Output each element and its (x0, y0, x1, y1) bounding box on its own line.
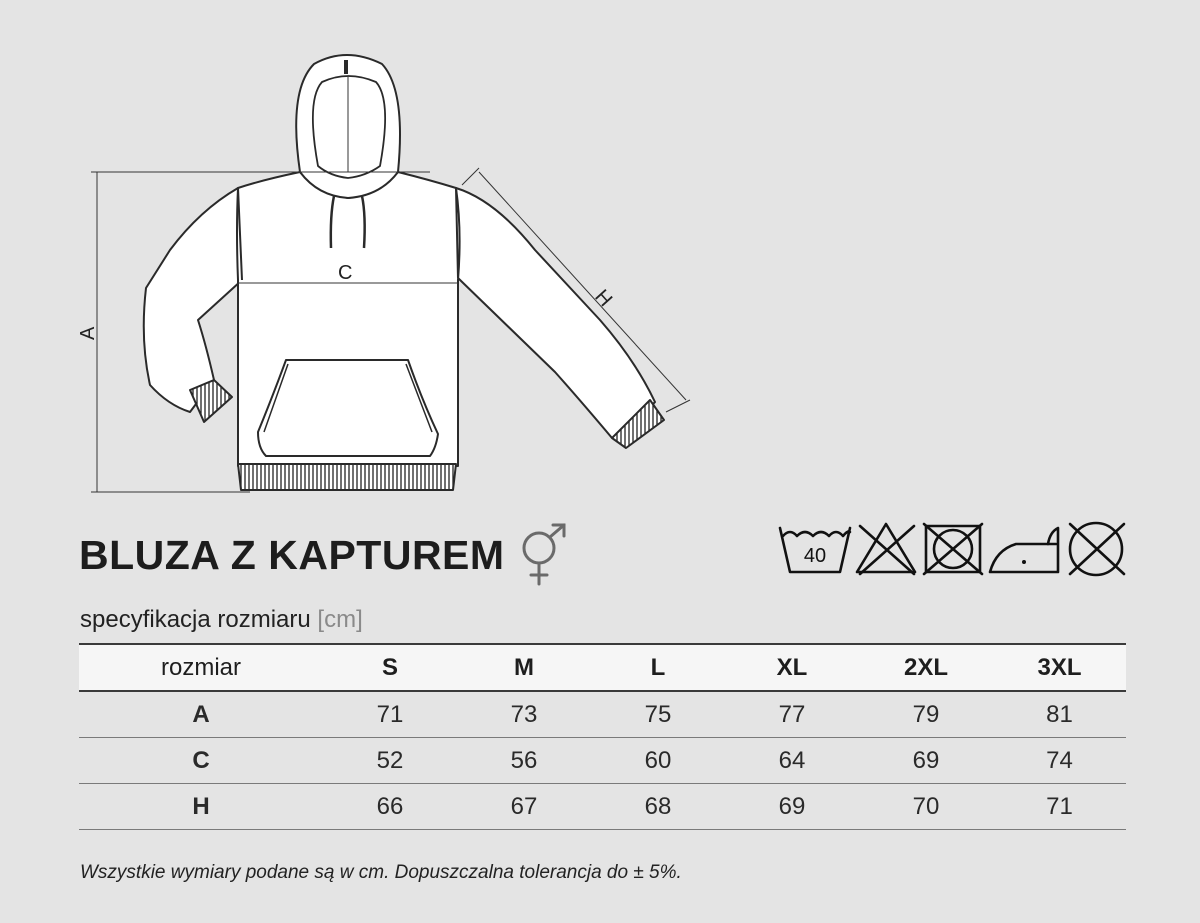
table-cell: 71 (323, 691, 457, 738)
table-cell: 75 (591, 691, 725, 738)
table-cell: 74 (993, 738, 1126, 784)
header-size: XL (725, 644, 859, 691)
footnote: Wszystkie wymiary podane są w cm. Dopuszczalna tolerancja do ± 5%. (80, 862, 682, 883)
table-cell: 60 (591, 738, 725, 784)
spec-label (80, 606, 363, 634)
care-icons (778, 518, 1130, 580)
table-header-row (79, 644, 1126, 691)
iron-low-icon (990, 528, 1058, 572)
table-cell: 69 (725, 784, 859, 830)
row-label: C (79, 738, 323, 784)
table-cell: 69 (859, 738, 993, 784)
label-h: H (590, 285, 617, 312)
table-cell: 68 (591, 784, 725, 830)
spec-label-text: specyfikacja rozmiaru (80, 606, 311, 633)
table-cell: 79 (859, 691, 993, 738)
table-cell: 56 (457, 738, 591, 784)
label-a: A (77, 326, 99, 340)
header-size: L (591, 644, 725, 691)
table-cell: 77 (725, 691, 859, 738)
table-row (79, 784, 1126, 830)
table-cell: 52 (323, 738, 457, 784)
table-row (79, 738, 1126, 784)
title-row (79, 520, 569, 590)
table-cell: 71 (993, 784, 1126, 830)
table-cell: 81 (993, 691, 1126, 738)
no-bleach-icon (857, 524, 915, 574)
no-tumble-dry-icon (924, 524, 982, 574)
table-cell: 70 (859, 784, 993, 830)
table-cell: 66 (323, 784, 457, 830)
header-size: S (323, 644, 457, 691)
row-label: H (79, 784, 323, 830)
header-size: 2XL (859, 644, 993, 691)
table-cell: 67 (457, 784, 591, 830)
hoodie-drawing (144, 55, 664, 490)
header-size: 3XL (993, 644, 1126, 691)
no-dry-clean-icon (1070, 523, 1124, 575)
header-size: M (457, 644, 591, 691)
product-title: BLUZA Z KAPTUREM (79, 531, 505, 578)
wash-temperature: 40 (803, 545, 827, 567)
table-cell: 64 (725, 738, 859, 784)
header-rozmiar: rozmiar (79, 644, 323, 691)
label-c: C (338, 262, 353, 284)
spec-unit: [cm] (317, 606, 363, 633)
size-table (79, 643, 1126, 830)
unisex-symbol-icon (517, 522, 569, 588)
row-label: A (79, 691, 323, 738)
table-row (79, 691, 1126, 738)
table-cell: 73 (457, 691, 591, 738)
